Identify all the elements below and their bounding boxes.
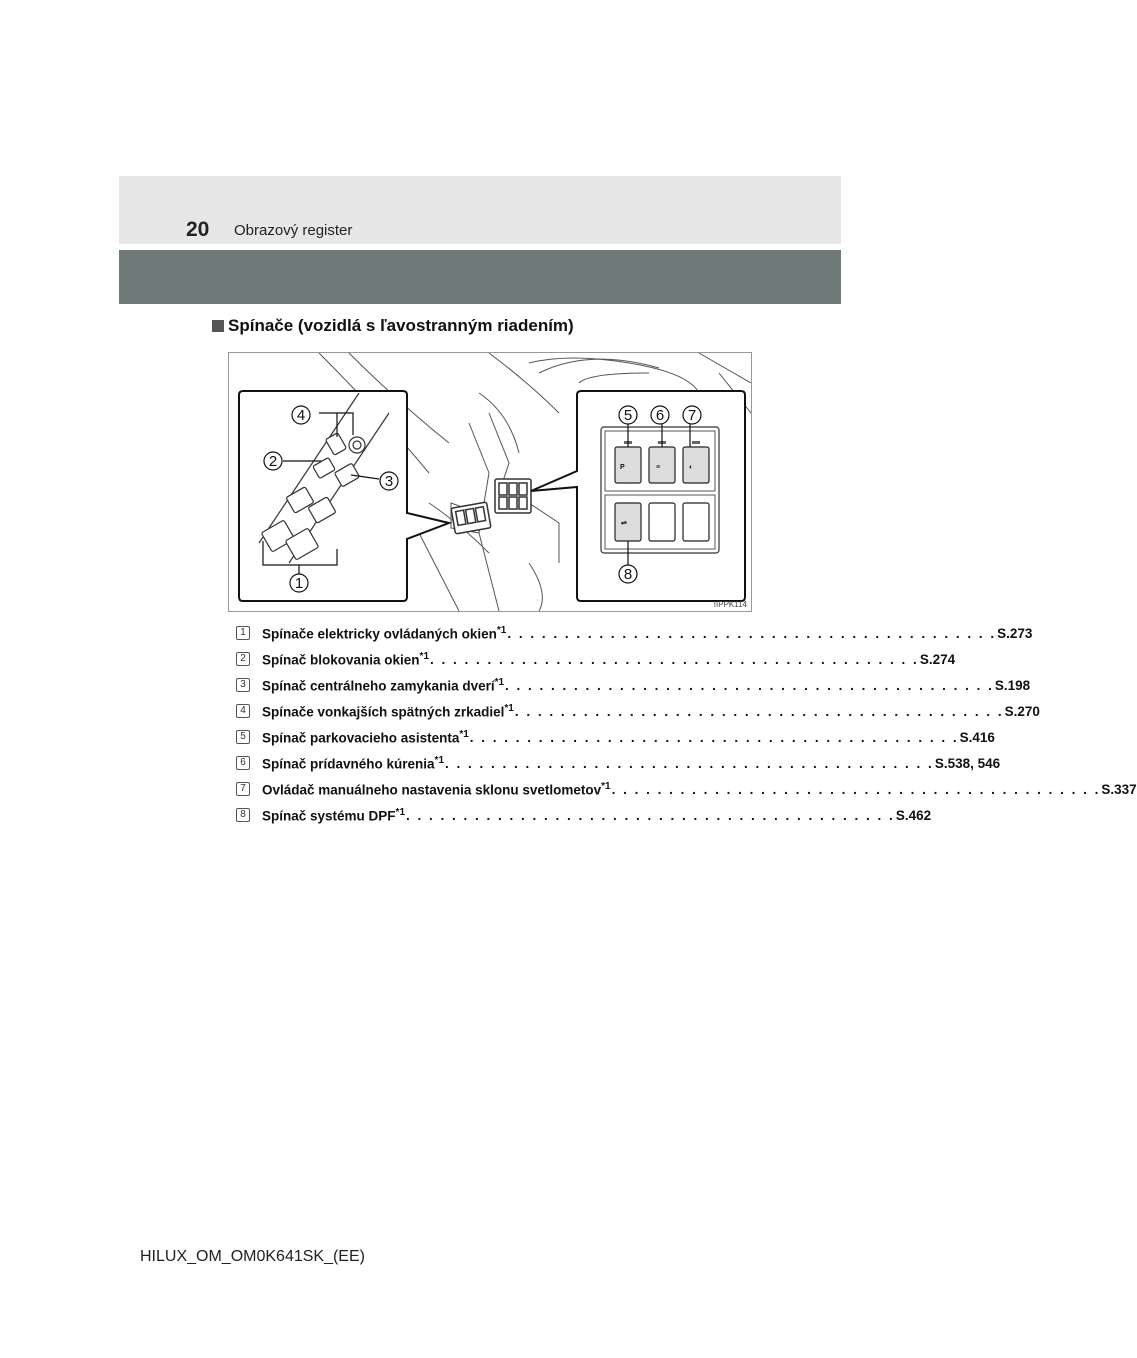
- svg-text:⇌: ⇌: [621, 520, 627, 527]
- page-reference-link[interactable]: S.198: [994, 677, 1031, 693]
- callout-7: 7: [687, 407, 697, 424]
- dot-leader: . . . . . . . . . . . . . . . . . . . . . . . . . . . . . . . . . . . . . . . . . . .: [505, 677, 994, 693]
- item-label: Spínač parkovacieho asistenta$^{*1}$: [262, 728, 469, 746]
- dot-leader: . . . . . . . . . . . . . . . . . . . . . . . . . . . . . . . . . . . . . . . . . . .: [507, 625, 997, 641]
- item-label: Spínače elektricky ovládaných okien$^{*1}$: [262, 624, 507, 642]
- svg-text:P: P: [620, 464, 625, 471]
- section-title: Spínače (vozidlá s ľavostranným riadením): [228, 316, 574, 335]
- list-item: [236, 620, 1033, 646]
- dot-leader: . . . . . . . . . . . . . . . . . . . . . . . . . . . . . . . . . . . . . . . . . . .: [611, 781, 1101, 797]
- callout-3: 3: [384, 473, 394, 490]
- item-number: 7: [236, 782, 250, 796]
- callout-5: 5: [623, 407, 633, 424]
- item-label: Spínač systému DPF$^{*1}$: [262, 806, 405, 824]
- page-reference-link[interactable]: S.273: [997, 625, 1033, 641]
- page-reference-link[interactable]: S.462: [895, 807, 932, 823]
- item-label: Ovládač manuálneho nastavenia sklonu svetlometov$^{*1}$: [262, 780, 611, 798]
- callout-2: 2: [268, 453, 278, 470]
- item-label: Spínač prídavného kúrenia$^{*1}$: [262, 754, 444, 772]
- switch-reference-list: [236, 620, 1137, 828]
- item-label: Spínač centrálneho zamykania dverí$^{*1}$: [262, 676, 505, 694]
- item-label: Spínače vonkajších spätných zrkadiel$^{*1}$: [262, 702, 514, 720]
- list-item: [236, 750, 1001, 776]
- svg-text:≡: ≡: [656, 464, 661, 471]
- item-number: 8: [236, 808, 250, 822]
- switches-illustration: [228, 352, 752, 612]
- dot-leader: . . . . . . . . . . . . . . . . . . . . . . . . . . . . . . . . . . . . . . . . . . .: [430, 651, 919, 667]
- header-dark-band: [119, 250, 841, 304]
- page-reference-link[interactable]: S.274: [919, 651, 956, 667]
- list-item: [236, 776, 1137, 802]
- item-number: 2: [236, 652, 250, 666]
- dot-leader: . . . . . . . . . . . . . . . . . . . . . . . . . . . . . . . . . . . . . . . . . . .: [445, 755, 934, 771]
- svg-text:◐: ◐: [689, 464, 694, 471]
- item-number: 5: [236, 730, 250, 744]
- callout-4: 4: [296, 407, 306, 424]
- header-title: Obrazový register: [234, 222, 353, 239]
- callout-6: 6: [655, 407, 665, 424]
- dot-leader: . . . . . . . . . . . . . . . . . . . . . . . . . . . . . . . . . . . . . . . . . . .: [469, 729, 959, 745]
- section-marker-icon: [212, 320, 224, 332]
- list-item: [236, 672, 1031, 698]
- list-item: [236, 698, 1040, 724]
- page-reference-link[interactable]: S.337: [1101, 781, 1137, 797]
- list-item: [236, 646, 956, 672]
- page-reference-link[interactable]: S.416: [959, 729, 995, 745]
- item-number: 1: [236, 626, 250, 640]
- list-item: [236, 724, 995, 750]
- header-band: [119, 176, 841, 244]
- callout-8: 8: [623, 566, 633, 583]
- item-number: 4: [236, 704, 250, 718]
- figure-code: IIPPK114: [713, 600, 747, 609]
- item-number: 3: [236, 678, 250, 692]
- dot-leader: . . . . . . . . . . . . . . . . . . . . . . . . . . . . . . . . . . . . . . . . . . .: [514, 703, 1004, 719]
- page-number: 20: [186, 218, 210, 241]
- page-reference-link[interactable]: S.270: [1004, 703, 1040, 719]
- dot-leader: . . . . . . . . . . . . . . . . . . . . . . . . . . . . . . . . . . . . . . . . . . .: [406, 807, 895, 823]
- list-item: [236, 802, 932, 828]
- page-reference-link[interactable]: S.538, 546: [934, 755, 1001, 771]
- item-label: Spínač blokovania okien$^{*1}$: [262, 650, 429, 668]
- item-number: 6: [236, 756, 250, 770]
- callout-1: 1: [294, 575, 304, 592]
- document-id: HILUX_OM_OM0K641SK_(EE): [140, 1248, 365, 1265]
